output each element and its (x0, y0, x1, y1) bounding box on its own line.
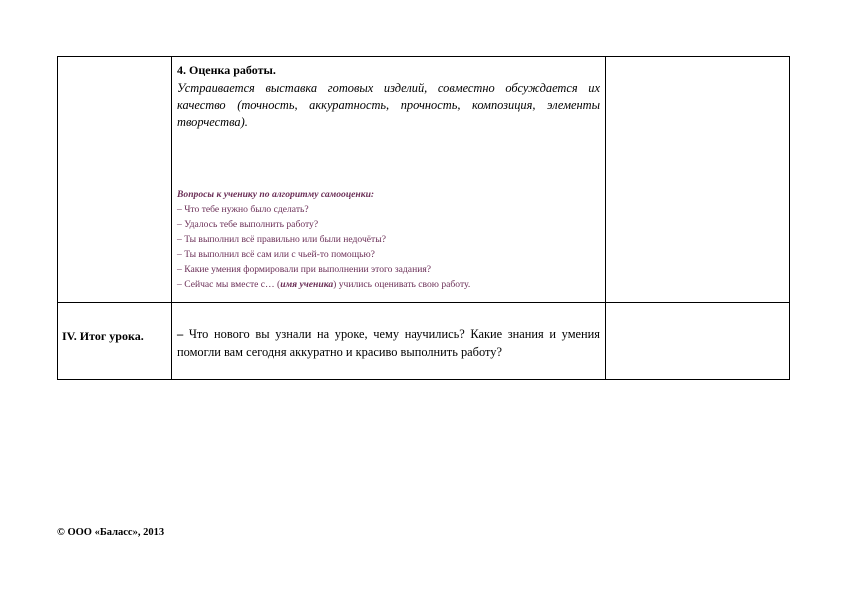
questions-list (177, 202, 600, 292)
question-last-before: – Сейчас мы вместе с… ( (177, 279, 281, 290)
stage-cell-empty (58, 57, 172, 303)
assessment-title: 4. Оценка работы. (177, 63, 276, 77)
notes-cell-empty (606, 57, 790, 303)
question-item: – Что тебе нужно было сделать? (177, 204, 309, 215)
summary-dash: – (177, 327, 184, 341)
table-row-summary (58, 303, 790, 380)
table-row-assessment (58, 57, 790, 303)
assessment-description: Устраивается выставка готовых изделий, совместно обсуждается их качество (точность, аккуратность, прочность, композиция, элементы творчества). (177, 81, 600, 129)
content-cell-assessment (172, 57, 606, 303)
copyright-footer: © ООО «Баласс», 2013 (57, 527, 165, 538)
question-last-after: ) учились оценивать свою работу. (333, 279, 471, 290)
questions-title: Вопросы к ученику по алгоритму самооценки: (177, 189, 375, 200)
content-cell-summary (172, 303, 606, 380)
question-item: – Ты выполнил всё сам или с чьей-то помощью? (177, 249, 375, 260)
summary-text: Что нового вы узнали на уроке, чему научились? Какие знания и умения помогли вам сегодня аккуратно и красиво выполнить работу? (177, 327, 600, 359)
question-item: – Ты выполнил всё правильно или были недочёты? (177, 234, 386, 245)
self-assessment-questions (177, 187, 600, 292)
question-item: – Удалось тебе выполнить работу? (177, 219, 319, 230)
lesson-plan-table (57, 56, 790, 380)
question-item: – Какие умения формировали при выполнении этого задания? (177, 264, 432, 275)
summary-text-block (172, 303, 605, 361)
notes-cell-empty (606, 303, 790, 380)
question-item-last (177, 277, 600, 292)
summary-stage-title: IV. Итог урока. (62, 329, 144, 343)
stage-cell-summary (58, 303, 172, 380)
student-name-placeholder: имя ученика (280, 279, 334, 290)
